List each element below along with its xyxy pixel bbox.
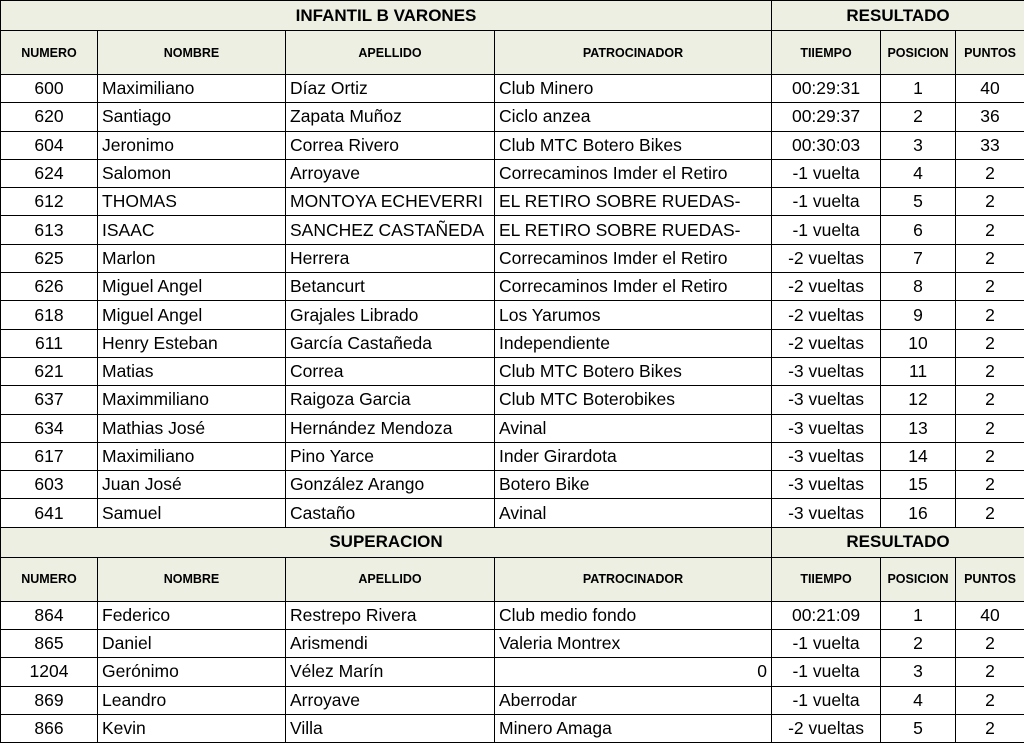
cell-nombre: Daniel [98, 630, 286, 658]
cell-patrocinador: Club MTC Botero Bikes [495, 131, 772, 159]
cell-tiempo: 00:30:03 [772, 131, 881, 159]
cell-puntos: 2 [956, 499, 1024, 527]
cell-apellido: Díaz Ortiz [286, 75, 495, 103]
cell-posicion: 4 [881, 159, 956, 187]
cell-tiempo: -1 vuelta [772, 658, 881, 686]
table-row [1, 216, 1024, 244]
table-row [1, 471, 1024, 499]
cell-puntos: 2 [956, 273, 1024, 301]
cell-tiempo: 00:29:31 [772, 75, 881, 103]
cell-posicion: 13 [881, 414, 956, 442]
cell-numero: 613 [1, 216, 98, 244]
table-row [1, 301, 1024, 329]
table-row [1, 188, 1024, 216]
cell-patrocinador: Ciclo anzea [495, 103, 772, 131]
cell-apellido: Vélez Marín [286, 658, 495, 686]
cell-tiempo: -1 vuelta [772, 188, 881, 216]
cell-tiempo: -1 vuelta [772, 686, 881, 714]
cell-apellido: García Castañeda [286, 329, 495, 357]
cell-posicion: 8 [881, 273, 956, 301]
cell-apellido: Villa [286, 714, 495, 742]
result-label: RESULTADO [772, 527, 1024, 557]
cell-puntos: 36 [956, 103, 1024, 131]
cell-puntos: 2 [956, 658, 1024, 686]
cell-posicion: 2 [881, 103, 956, 131]
cell-puntos: 2 [956, 714, 1024, 742]
cell-nombre: ISAAC [98, 216, 286, 244]
cell-apellido: Restrepo Rivera [286, 601, 495, 629]
cell-tiempo: 00:29:37 [772, 103, 881, 131]
column-header-apellido: APELLIDO [286, 31, 495, 75]
column-header-row [1, 557, 1024, 601]
cell-puntos: 2 [956, 301, 1024, 329]
cell-nombre: Santiago [98, 103, 286, 131]
cell-numero: 612 [1, 188, 98, 216]
table-row [1, 131, 1024, 159]
cell-puntos: 2 [956, 442, 1024, 470]
cell-patrocinador: Correcaminos Imder el Retiro [495, 244, 772, 272]
section-title: INFANTIL B VARONES [1, 1, 772, 31]
cell-tiempo: -2 vueltas [772, 301, 881, 329]
cell-numero: 866 [1, 714, 98, 742]
cell-nombre: Miguel Angel [98, 301, 286, 329]
cell-posicion: 1 [881, 75, 956, 103]
cell-patrocinador: Correcaminos Imder el Retiro [495, 159, 772, 187]
cell-tiempo: 00:21:09 [772, 601, 881, 629]
cell-puntos: 40 [956, 601, 1024, 629]
cell-apellido: Raigoza Garcia [286, 386, 495, 414]
cell-puntos: 2 [956, 414, 1024, 442]
cell-puntos: 2 [956, 329, 1024, 357]
cell-apellido: Zapata Muñoz [286, 103, 495, 131]
column-header-patrocinador: PATROCINADOR [495, 557, 772, 601]
cell-nombre: Gerónimo [98, 658, 286, 686]
column-header-nombre: NOMBRE [98, 31, 286, 75]
cell-patrocinador: Aberrodar [495, 686, 772, 714]
cell-nombre: Henry Esteban [98, 329, 286, 357]
cell-patrocinador: EL RETIRO SOBRE RUEDAS- [495, 188, 772, 216]
cell-nombre: Marlon [98, 244, 286, 272]
cell-apellido: Castaño [286, 499, 495, 527]
cell-puntos: 2 [956, 357, 1024, 385]
column-header-posicion: POSICION [881, 31, 956, 75]
cell-puntos: 2 [956, 216, 1024, 244]
cell-nombre: Matias [98, 357, 286, 385]
cell-tiempo: -1 vuelta [772, 630, 881, 658]
cell-patrocinador: Avinal [495, 414, 772, 442]
column-header-patrocinador: PATROCINADOR [495, 31, 772, 75]
column-header-tiempo: TIIEMPO [772, 557, 881, 601]
cell-apellido: Correa Rivero [286, 131, 495, 159]
cell-posicion: 3 [881, 658, 956, 686]
cell-numero: 637 [1, 386, 98, 414]
cell-apellido: MONTOYA ECHEVERRI [286, 188, 495, 216]
cell-patrocinador: Inder Girardota [495, 442, 772, 470]
cell-tiempo: -3 vueltas [772, 442, 881, 470]
table-row [1, 75, 1024, 103]
cell-puntos: 40 [956, 75, 1024, 103]
cell-patrocinador: Correcaminos Imder el Retiro [495, 273, 772, 301]
cell-posicion: 11 [881, 357, 956, 385]
table-row [1, 686, 1024, 714]
cell-tiempo: -2 vueltas [772, 244, 881, 272]
cell-apellido: Pino Yarce [286, 442, 495, 470]
cell-patrocinador: Club Minero [495, 75, 772, 103]
section-title-row [1, 527, 1024, 557]
cell-patrocinador: Avinal [495, 499, 772, 527]
cell-numero: 634 [1, 414, 98, 442]
cell-numero: 600 [1, 75, 98, 103]
cell-apellido: Grajales Librado [286, 301, 495, 329]
cell-numero: 617 [1, 442, 98, 470]
table-row [1, 658, 1024, 686]
cell-numero: 611 [1, 329, 98, 357]
cell-nombre: Miguel Angel [98, 273, 286, 301]
cell-apellido: Arismendi [286, 630, 495, 658]
table-row [1, 601, 1024, 629]
cell-posicion: 7 [881, 244, 956, 272]
cell-patrocinador: Club MTC Boterobikes [495, 386, 772, 414]
column-header-tiempo: TIIEMPO [772, 31, 881, 75]
table-row [1, 159, 1024, 187]
cell-numero: 864 [1, 601, 98, 629]
section-title-row [1, 1, 1024, 31]
cell-nombre: Maximiliano [98, 442, 286, 470]
cell-posicion: 9 [881, 301, 956, 329]
cell-apellido: Correa [286, 357, 495, 385]
cell-nombre: Federico [98, 601, 286, 629]
cell-posicion: 5 [881, 188, 956, 216]
cell-tiempo: -3 vueltas [772, 414, 881, 442]
table-row [1, 714, 1024, 742]
section-title: SUPERACION [1, 527, 772, 557]
column-header-puntos: PUNTOS [956, 31, 1024, 75]
cell-apellido: Arroyave [286, 686, 495, 714]
cell-puntos: 2 [956, 386, 1024, 414]
cell-posicion: 4 [881, 686, 956, 714]
result-label: RESULTADO [772, 1, 1024, 31]
table-row [1, 103, 1024, 131]
cell-patrocinador: Club MTC Botero Bikes [495, 357, 772, 385]
cell-nombre: Maximiliano [98, 75, 286, 103]
cell-posicion: 6 [881, 216, 956, 244]
cell-apellido: Betancurt [286, 273, 495, 301]
cell-patrocinador: Botero Bike [495, 471, 772, 499]
cell-puntos: 2 [956, 244, 1024, 272]
cell-numero: 625 [1, 244, 98, 272]
cell-nombre: Juan José [98, 471, 286, 499]
cell-tiempo: -1 vuelta [772, 159, 881, 187]
cell-numero: 603 [1, 471, 98, 499]
cell-posicion: 10 [881, 329, 956, 357]
cell-numero: 620 [1, 103, 98, 131]
column-header-apellido: APELLIDO [286, 557, 495, 601]
table-row [1, 273, 1024, 301]
cell-tiempo: -3 vueltas [772, 357, 881, 385]
cell-posicion: 5 [881, 714, 956, 742]
table-row [1, 499, 1024, 527]
cell-posicion: 3 [881, 131, 956, 159]
table-row [1, 630, 1024, 658]
cell-patrocinador: Minero Amaga [495, 714, 772, 742]
cell-numero: 641 [1, 499, 98, 527]
table-row [1, 414, 1024, 442]
cell-numero: 869 [1, 686, 98, 714]
cell-posicion: 2 [881, 630, 956, 658]
table-row [1, 244, 1024, 272]
cell-nombre: Leandro [98, 686, 286, 714]
cell-apellido: Hernández Mendoza [286, 414, 495, 442]
cell-numero: 624 [1, 159, 98, 187]
cell-apellido: Herrera [286, 244, 495, 272]
cell-patrocinador: Independiente [495, 329, 772, 357]
cell-patrocinador: EL RETIRO SOBRE RUEDAS- [495, 216, 772, 244]
cell-nombre: Kevin [98, 714, 286, 742]
cell-nombre: Maximmiliano [98, 386, 286, 414]
cell-numero: 865 [1, 630, 98, 658]
cell-tiempo: -3 vueltas [772, 499, 881, 527]
cell-puntos: 2 [956, 188, 1024, 216]
cell-puntos: 2 [956, 630, 1024, 658]
cell-apellido: Arroyave [286, 159, 495, 187]
cell-tiempo: -3 vueltas [772, 471, 881, 499]
column-header-nombre: NOMBRE [98, 557, 286, 601]
table-row [1, 386, 1024, 414]
cell-nombre: THOMAS [98, 188, 286, 216]
cell-patrocinador: Valeria Montrex [495, 630, 772, 658]
column-header-posicion: POSICION [881, 557, 956, 601]
cell-puntos: 2 [956, 159, 1024, 187]
cell-nombre: Jeronimo [98, 131, 286, 159]
cell-tiempo: -2 vueltas [772, 273, 881, 301]
table-row [1, 442, 1024, 470]
cell-nombre: Salomon [98, 159, 286, 187]
cell-tiempo: -2 vueltas [772, 329, 881, 357]
cell-numero: 626 [1, 273, 98, 301]
cell-numero: 618 [1, 301, 98, 329]
column-header-row [1, 31, 1024, 75]
cell-posicion: 16 [881, 499, 956, 527]
cell-numero: 604 [1, 131, 98, 159]
cell-apellido: González Arango [286, 471, 495, 499]
cell-posicion: 12 [881, 386, 956, 414]
cell-apellido: SANCHEZ CASTAÑEDA [286, 216, 495, 244]
cell-numero: 1204 [1, 658, 98, 686]
cell-tiempo: -1 vuelta [772, 216, 881, 244]
cell-puntos: 33 [956, 131, 1024, 159]
cell-posicion: 1 [881, 601, 956, 629]
cell-tiempo: -3 vueltas [772, 386, 881, 414]
cell-puntos: 2 [956, 686, 1024, 714]
cell-posicion: 14 [881, 442, 956, 470]
column-header-numero: NUMERO [1, 557, 98, 601]
cell-patrocinador: Club medio fondo [495, 601, 772, 629]
column-header-numero: NUMERO [1, 31, 98, 75]
table-row [1, 357, 1024, 385]
table-row [1, 329, 1024, 357]
cell-patrocinador: 0 [495, 658, 772, 686]
cell-puntos: 2 [956, 471, 1024, 499]
cell-tiempo: -2 vueltas [772, 714, 881, 742]
cell-nombre: Samuel [98, 499, 286, 527]
cell-posicion: 15 [881, 471, 956, 499]
cell-nombre: Mathias José [98, 414, 286, 442]
cell-patrocinador: Los Yarumos [495, 301, 772, 329]
cell-numero: 621 [1, 357, 98, 385]
column-header-puntos: PUNTOS [956, 557, 1024, 601]
